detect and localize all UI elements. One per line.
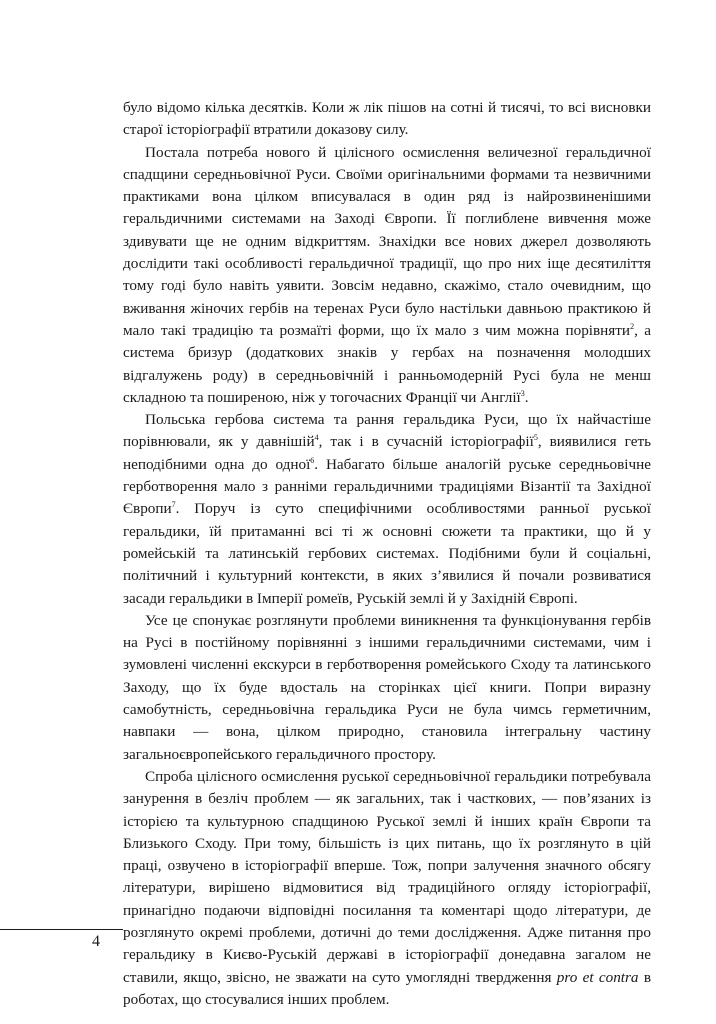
page-number: 4 bbox=[92, 933, 100, 950]
paragraph bbox=[123, 409, 651, 610]
text-run: , а система бризур (додаткових знаків у гербах на позначення молодших відгалужень роду) в середньовічній і ранньомодерній Русі була не менш складною та поширеною, ніж у тогочасних Франції чи Англії bbox=[123, 321, 652, 406]
footnote-ref: 5 bbox=[533, 433, 538, 443]
text-run: . Поруч із суто специфічними особливостями ранньої руської геральдики, їй притаманні всі ті ж основні сюжети та практики, що й у ромейській та латинській гербових системах. Подібними були й соціальні, політичний і культурний контексти, в яких з’явилися й почали розвиватися засади геральдики в Імперії ромеїв, Руській землі й у Західній Європі. bbox=[123, 500, 651, 607]
paragraph bbox=[123, 766, 651, 1011]
text-run: було відомо кілька десятків. Коли ж лік пішов на сотні й тисячі, то всі висновки старої історіографії втратили доказову силу. bbox=[123, 99, 651, 139]
footer-rule bbox=[0, 929, 123, 930]
text-run: , так і в сучасній історіографії bbox=[318, 433, 534, 451]
paragraph bbox=[123, 610, 651, 766]
text-run: в роботах, що стосувалися інших проблем. bbox=[123, 968, 651, 1008]
paragraph bbox=[123, 97, 651, 142]
body-text bbox=[123, 97, 651, 1011]
footnote-ref: 6 bbox=[310, 455, 315, 465]
italic-phrase: pro et contra bbox=[556, 968, 639, 986]
footnote-ref: 3 bbox=[520, 388, 525, 398]
footnote-ref: 7 bbox=[171, 500, 176, 510]
paragraph bbox=[123, 142, 651, 410]
text-run: Спроба цілісного осмислення руської середньовічної геральдики потребувала занурення в безліч проблем — як загальних, так і часткових, — пов’язаних із історією та культурною спадщиною Руської землі й інших країн Європи та Близького Сходу. При тому, більшість із цих питань, що їх розглянуто в цій праці, озвучено в історіографії вперше. Тож, попри залучення значного обсягу літератури, вирішено відмовитися від традиційного огляду історіографії, принагідно подаючи відповідні посилання та коментарі щодо літератури, де розглянуто окремі проблеми, дотичні до теми дослідження. Адже питання про геральдику в Києво-Руській державі в історіографії донедавна загалом не ставили, якщо, звісно, не зважати на суто умоглядні твердження bbox=[123, 767, 651, 986]
text-run: Постала потреба нового й цілісного осмислення величезної геральдичної спадщини середньовічної Руси. Своїми оригінальними формами та незвичними практиками вона цілком вписувалася в один ряд із найрозвиненішими геральдичними системами на Заході Європи. Її поглиблене вивчення може здивувати ще не одним відкриттям. Знахідки все нових джерел дозволяють дослідити такі особливості геральдичної традиції, що про них іще десятиліття тому годі було навіть уявити. Зовсім недавно, скажімо, стало очевидним, що вживання жіночих гербів на теренах Руси було настільки давньою практикою й мало такі традицію та розмаїті форми, що їх мало з чим можна порівняти bbox=[123, 143, 651, 339]
footnote-ref: 4 bbox=[314, 433, 319, 443]
text-run: Польська гербова система та рання геральдика Руси, що їх найчастіше порівнювали, як у давнішій bbox=[123, 411, 651, 451]
text-run: . bbox=[524, 388, 529, 406]
text-run: , виявилися геть неподібними одна до одної bbox=[123, 433, 652, 473]
text-run: . Набагато більше аналогій руське середньовічне герботворення мало з ранніми геральдичними традиціями Візантії та Західної Європи bbox=[123, 455, 652, 518]
footnote-ref: 2 bbox=[630, 321, 635, 331]
text-run: Усе це спонукає розглянути проблеми виникнення та функціонування гербів на Русі в постійному порівнянні з іншими геральдичними системами, чим і зумовлені численні екскурси в герботворення ромейського Сходу та латинського Заходу, що їх буде вдосталь на сторінках цієї книги. Попри виразну самобутність, середньовічна геральдика Руси не була чимсь герметичним, навпаки — вона, цілком природно, становила інтегральну частину загальноєвропейського геральдичного простору. bbox=[123, 611, 651, 763]
